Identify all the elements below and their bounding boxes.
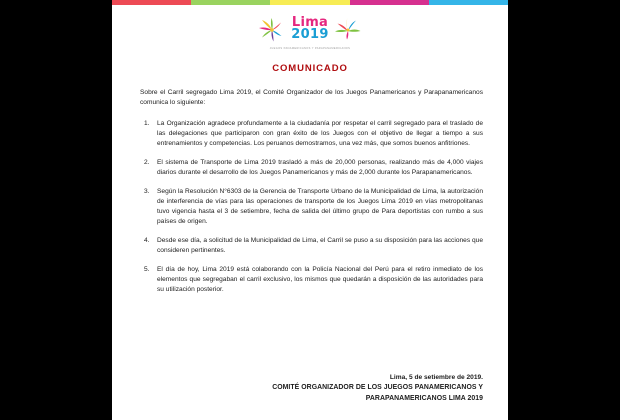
list-item: El sistema de Transporte de Lima 2019 trasladó a más de 20,000 personas, realizando más de 4,000 viajes diarios durante el desarrollo de los Juegos Panamericanos y más de 2,000 durante los Parapanamericanos. — [157, 159, 483, 176]
intro-paragraph: Sobre el Carril segregado Lima 2019, el Comité Organizador de los Juegos Panamericanos y Parapanamericanos comunica lo siguiente: — [140, 89, 483, 106]
logo-tagline: JUEGOS PANAMERICANOS Y PARAPANAMERICANOS — [269, 46, 351, 51]
logo-row — [257, 14, 362, 44]
document-page — [112, 0, 508, 420]
lima2019-logo — [250, 14, 370, 50]
lima2019-wordmark — [290, 14, 329, 42]
color-segment-red — [112, 0, 191, 5]
list-item: La Organización agradece profundamente a la ciudadanía por respetar el carril segregado para el traslado de las delegaciones que participaron con gran éxito de los Juegos con el objetivo de llegar a tiempo a sus entrenamientos y competencias. Los peruanos demostramos, una vez más, que somos buenos anfitriones. — [157, 120, 483, 147]
color-segment-green — [191, 0, 270, 5]
burst-flower-icon-right — [333, 14, 363, 44]
signature-organization-line-1: COMITÉ ORGANIZADOR DE LOS JUEGOS PANAMERICANOS Y — [272, 384, 483, 391]
brand-color-bar — [112, 0, 508, 5]
page-title: COMUNICADO — [272, 63, 348, 74]
numbered-clause-list — [140, 119, 483, 295]
wordmark-year: 2019 — [291, 27, 329, 42]
color-segment-magenta — [350, 0, 429, 5]
signature-block — [140, 373, 483, 404]
list-item: El día de hoy, Lima 2019 está colaborando con la Policía Nacional del Perú para el retiro inmediato de los elementos que segregaban el carril exclusivo, los mismos que quedarán a disposición de las autoridades para su utilización posterior. — [157, 266, 483, 293]
wordmark-lima: Lima — [291, 14, 329, 30]
document-header — [112, 5, 508, 50]
color-segment-yellow — [270, 0, 349, 5]
signature-date: Lima, 5 de setiembre de 2019. — [389, 374, 483, 381]
signature-organization-line-2: PARAPANAMERICANOS LIMA 2019 — [365, 394, 483, 402]
list-item: Desde ese día, a solicitud de la Municipalidad de Lima, el Carril se puso a su disposición para las acciones que consideren pertinentes. — [157, 237, 483, 254]
color-segment-blue — [429, 0, 508, 5]
list-item: Según la Resolución N°6303 de la Gerencia de Transporte Urbano de la Municipalidad de Lima, la autorización de interferencia de vías para las operaciones de transporte de los Juegos Lima 2019 en vías metropolitanas tuvo vigencia hasta el 3 de setiembre, fecha de salida del último grupo de Para deportistas con rumbo a sus países de origen. — [157, 188, 483, 225]
document-body — [112, 88, 508, 295]
burst-flower-icon-left — [257, 14, 287, 44]
